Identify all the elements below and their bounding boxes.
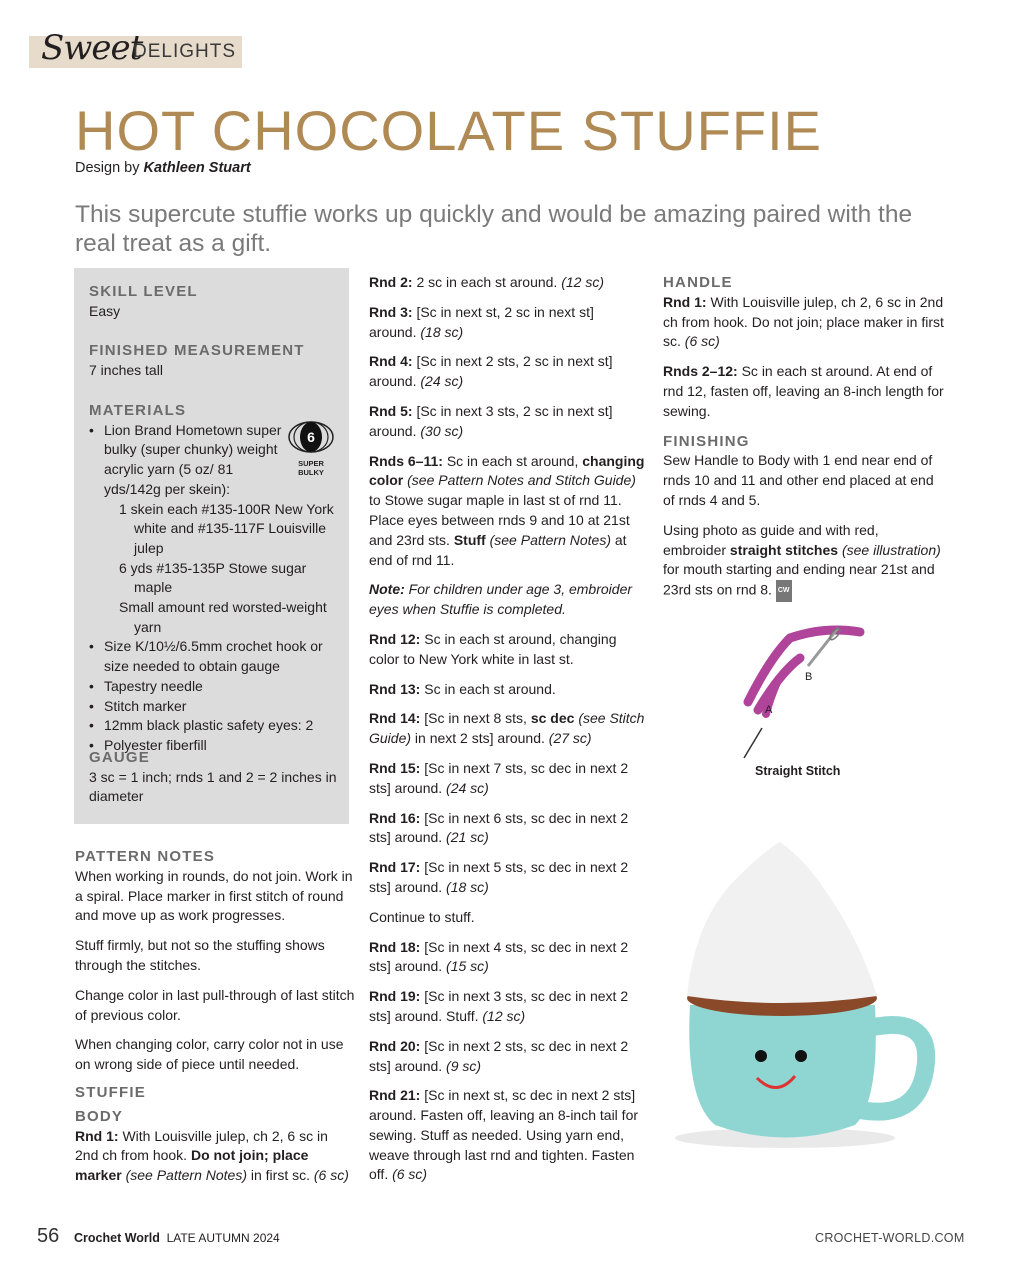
- straight-stitch-diagram: [730, 618, 880, 763]
- material-item: • Polyester fiberfill: [89, 736, 339, 756]
- gauge-section: GAUGE 3 sc = 1 inch; rnds 1 and 2 = 2 inches in diameter: [89, 749, 337, 805]
- byline: Design by Kathleen Stuart: [75, 160, 251, 176]
- magazine-issue: Crochet World LATE AUTUMN 2024: [74, 1231, 280, 1245]
- website: CROCHET-WORLD.COM: [815, 1231, 965, 1245]
- tag-script: Sweet: [41, 28, 143, 68]
- materials-box: [74, 268, 349, 824]
- section-tag: [29, 28, 242, 68]
- yarn-weight-number: 6: [307, 429, 315, 445]
- material-item: • Tapestry needle: [89, 677, 339, 697]
- material-item: • 12mm black plastic safety eyes: 2: [89, 716, 339, 736]
- skill-section: [89, 282, 339, 321]
- material-item: 1 skein each #135-100R New York white and #135-117F Louisville julep: [119, 500, 334, 556]
- column-notes: PATTERN NOTES When working in rounds, do not join. Work in a spiral. Place marker in first stitch of round and move up as work progresses. Stuff firmly, but not so the stuffing shows through the stitches. Change color in last pull-through of last stitch of previous color. When changing color, carry color not in use on wrong side of piece until needed. STUFFIE BODY Rnd 1: With Louisville julep, ch 2, 6 sc in 2nd ch from hook. Do not join; place marker (see Pattern Notes) in first sc. (6 sc): [75, 848, 355, 1184]
- skill-heading: SKILL LEVEL: [89, 283, 198, 300]
- point-label-b: B: [805, 671, 813, 683]
- designer-name: Kathleen Stuart: [143, 160, 251, 176]
- material-item: • Size K/10½/6.5mm crochet hook or size needed to obtain gauge: [89, 637, 339, 676]
- column-rounds: Rnd 2: 2 sc in each st around. (12 sc) Rnd 3: [Sc in next st, 2 sc in next st] around. (18 sc) Rnd 4: [Sc in next 2 sts, 2 sc in next st] around. (24 sc) Rnd 5: [Sc in next 3 sts, 2 sc in next st] around. (30 sc) Rnds 6–11: Sc in each st around, changing color (see Pattern Notes and Stitch Guide) to Stowe sugar maple in last st of rnd 11. Place eyes between rnds 9 and 10 at 21st and 23rd sts. Stuff (see Pattern Notes) at end of rnd 11. Note: For children under age 3, embroider eyes when Stuffie is completed. Rnd 12: Sc in each st around, changing color to New York white in last st. Rnd 13: Sc in each st around. Rnd 14: [Sc in next 8 sts, sc dec (see Stitch Guide) in next 2 sts] around. (27 sc) Rnd 15: [Sc in next 7 sts, sc dec in next 2 sts] around. (24 sc) Rnd 16: [Sc in next 6 sts, sc dec in next 2 sts] around. (21 sc) Rnd 17: [Sc in next 5 sts, sc dec in next 2 sts] around. (18 sc) Continue to stuff. Rnd 18: [Sc in next 4 sts, sc dec in next 2 sts] around. (15 sc) Rnd 19: [Sc in next 3 sts, sc dec in next 2 sts] around. Stuff. (12 sc) Rnd 20: [Sc in next 2 sts, sc dec in next 2 sts] around. (9 sc) Rnd 21: [Sc in next st, sc dec in next 2 sts] around. Fasten off, leaving an 8-inch tail for sewing. Stuff as needed. Using yarn end, weave through last rnd and tighten. Fasten off. (6 sc): [369, 274, 645, 1183]
- skill-value: Easy: [89, 302, 121, 319]
- column-handle-finishing: HANDLE Rnd 1: With Louisville julep, ch 2, 6 sc in 2nd ch from hook. Do not join; place maker in first sc. (6 sc) Rnds 2–12: Sc in each st around. At end of rnd 12, fasten off, leaving an 8-inch length for sewing. FINISHING Sew Handle to Body with 1 end near end of rnds 10 and 11 and other end placed at end of rnds 4 and 5. Using photo as guide and with red, embroider straight stitches (see illustration) for mouth starting and ending near 21st and 23rd sts on rnd 8. CW: [663, 273, 945, 612]
- cw-end-mark: CW: [776, 580, 792, 602]
- materials-section: MATERIALS • Lion Brand Hometown super bulky (super chunky) weight acrylic yarn (5 oz/ 81 yds/142g per skein): 1 skein each #135-100R New York white and #135-117F Louisville julep 6 yds #135-135P Stowe sugar maple Small amount red worsted-weight yarn • Size K/10½/6.5mm crochet hook or size needed to obtain gauge • Tapestry needle • Stitch marker • 12mm black plastic safety eyes: 2 • Polyester fiberfill: [89, 401, 339, 756]
- finished-section: FINISHED MEASUREMENT 7 inches tall: [89, 342, 305, 378]
- page-title: HOT CHOCOLATE STUFFIE: [75, 99, 822, 162]
- material-item: 6 yds #135-135P Stowe sugar maple: [119, 559, 307, 596]
- point-label-a: A: [765, 704, 773, 716]
- material-item: Small amount red worsted-weight yarn: [119, 599, 327, 635]
- material-item: • Stitch marker: [89, 697, 339, 717]
- intro-text: This supercute stuffie works up quickly and would be amazing paired with the real treat as a gift.: [75, 201, 913, 257]
- material-item: • Lion Brand Hometown super bulky (super chunky) weight acrylic yarn (5 oz/ 81 yds/142g per skein):: [89, 421, 289, 500]
- page-number: 56: [37, 1225, 60, 1247]
- stuffie-photo: [655, 830, 955, 1160]
- yarn-weight-icon: 6 SUPER BULKY: [286, 420, 336, 466]
- diagram-caption: Straight Stitch: [755, 764, 841, 778]
- tag-word: DELIGHTS: [133, 41, 237, 62]
